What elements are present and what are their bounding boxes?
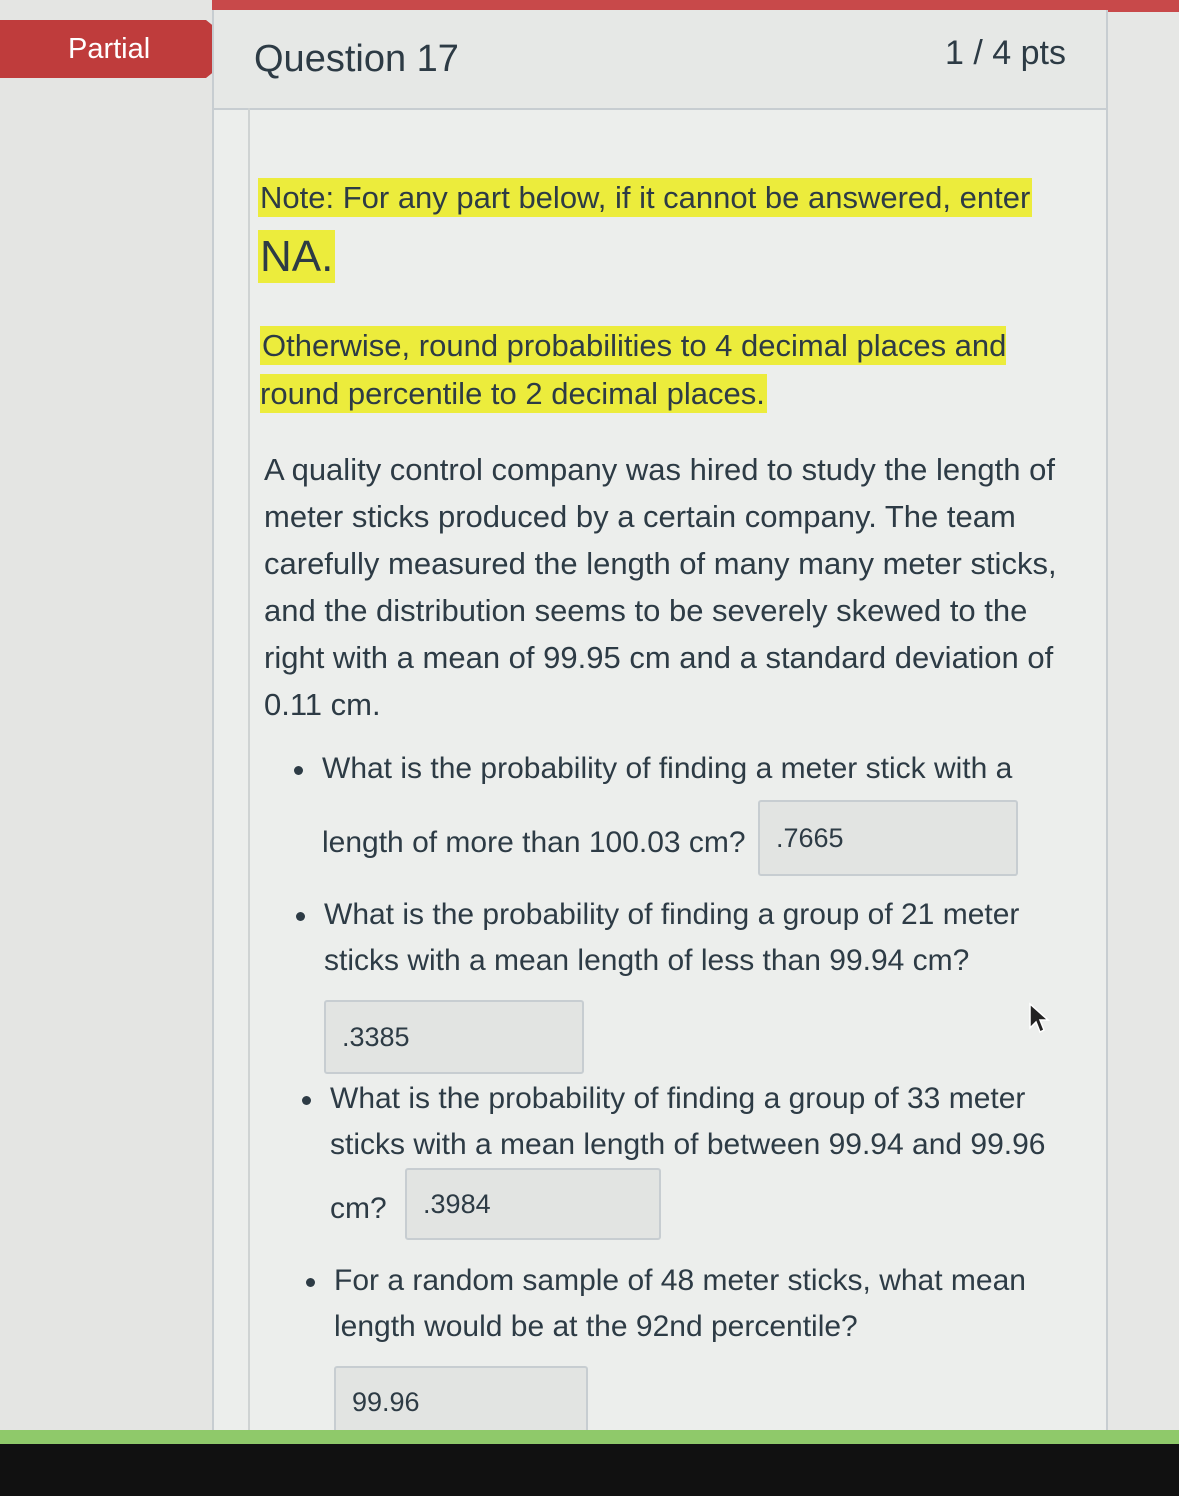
item-4-text-b: length would be at the 92nd percentile? xyxy=(334,1310,858,1343)
item-4-text-a: For a random sample of 48 meter sticks, what mean xyxy=(334,1264,1026,1297)
item-2-row xyxy=(324,1000,1064,1074)
bullet-icon xyxy=(306,1278,315,1287)
problem-paragraph: A quality control company was hired to study the length of meter sticks produced by a certain company. The team carefully measured the length of many many meter sticks, and the distribution seems to be severely skewed to the right with a mean of 99.95 cm and a standard deviation of 0.11 cm. xyxy=(264,452,1057,722)
note-line-2-text: Otherwise, round probabilities to 4 decimal places and round percentile to 2 decimal places. xyxy=(260,328,1007,411)
item-2-text-a: What is the probability of finding a group of 21 meter xyxy=(324,898,1020,931)
item-1-text-b: length of more than 100.03 cm? xyxy=(322,825,746,859)
item-2-text-b: sticks with a mean length of less than 99.94 cm? xyxy=(324,944,970,977)
bullet-icon xyxy=(296,912,305,921)
item-1-text-a: What is the probability of finding a meter stick with a xyxy=(322,752,1013,785)
status-badge xyxy=(0,20,206,78)
question-points: 1 / 4 pts xyxy=(945,34,1066,72)
note-na xyxy=(258,232,335,282)
divider xyxy=(248,108,250,1440)
note-line-1 xyxy=(258,180,1032,216)
item-4-row xyxy=(334,1366,1074,1438)
list-item xyxy=(334,1258,1074,1438)
note-na-text: NA. xyxy=(260,232,334,281)
question-card xyxy=(212,10,1108,1450)
item-3-row xyxy=(330,1174,1070,1246)
item-1-row xyxy=(322,806,1062,882)
item-3-text-a: What is the probability of finding a group of 33 meter xyxy=(330,1082,1026,1115)
left-gutter xyxy=(0,0,212,1440)
list-item xyxy=(324,892,1064,1074)
answer-field-2[interactable]: .3385 xyxy=(324,1000,584,1074)
item-3-text-b: sticks with a mean length of between 99.94 and 99.96 xyxy=(330,1128,1046,1161)
question-header xyxy=(214,10,1106,110)
bullet-icon xyxy=(294,766,303,775)
note-line-1-text: Note: For any part below, if it cannot be answered, enter xyxy=(260,180,1031,215)
bottom-accent-bar xyxy=(0,1430,1179,1444)
list-item xyxy=(322,746,1062,882)
bullet-icon xyxy=(302,1096,311,1105)
screen-bezel xyxy=(0,1444,1179,1496)
question-title: Question 17 xyxy=(254,38,459,80)
answer-field-1[interactable]: .7665 xyxy=(758,800,1018,876)
list-item xyxy=(330,1076,1070,1246)
status-badge-label: Partial xyxy=(68,33,151,65)
mouse-pointer-icon xyxy=(1028,1002,1052,1036)
note-line-2 xyxy=(260,322,1040,418)
answer-field-3[interactable]: .3984 xyxy=(405,1168,661,1240)
item-3-text-c: cm? xyxy=(330,1191,387,1225)
answer-field-4[interactable]: 99.96 xyxy=(334,1366,588,1438)
question-body xyxy=(250,108,1080,1438)
